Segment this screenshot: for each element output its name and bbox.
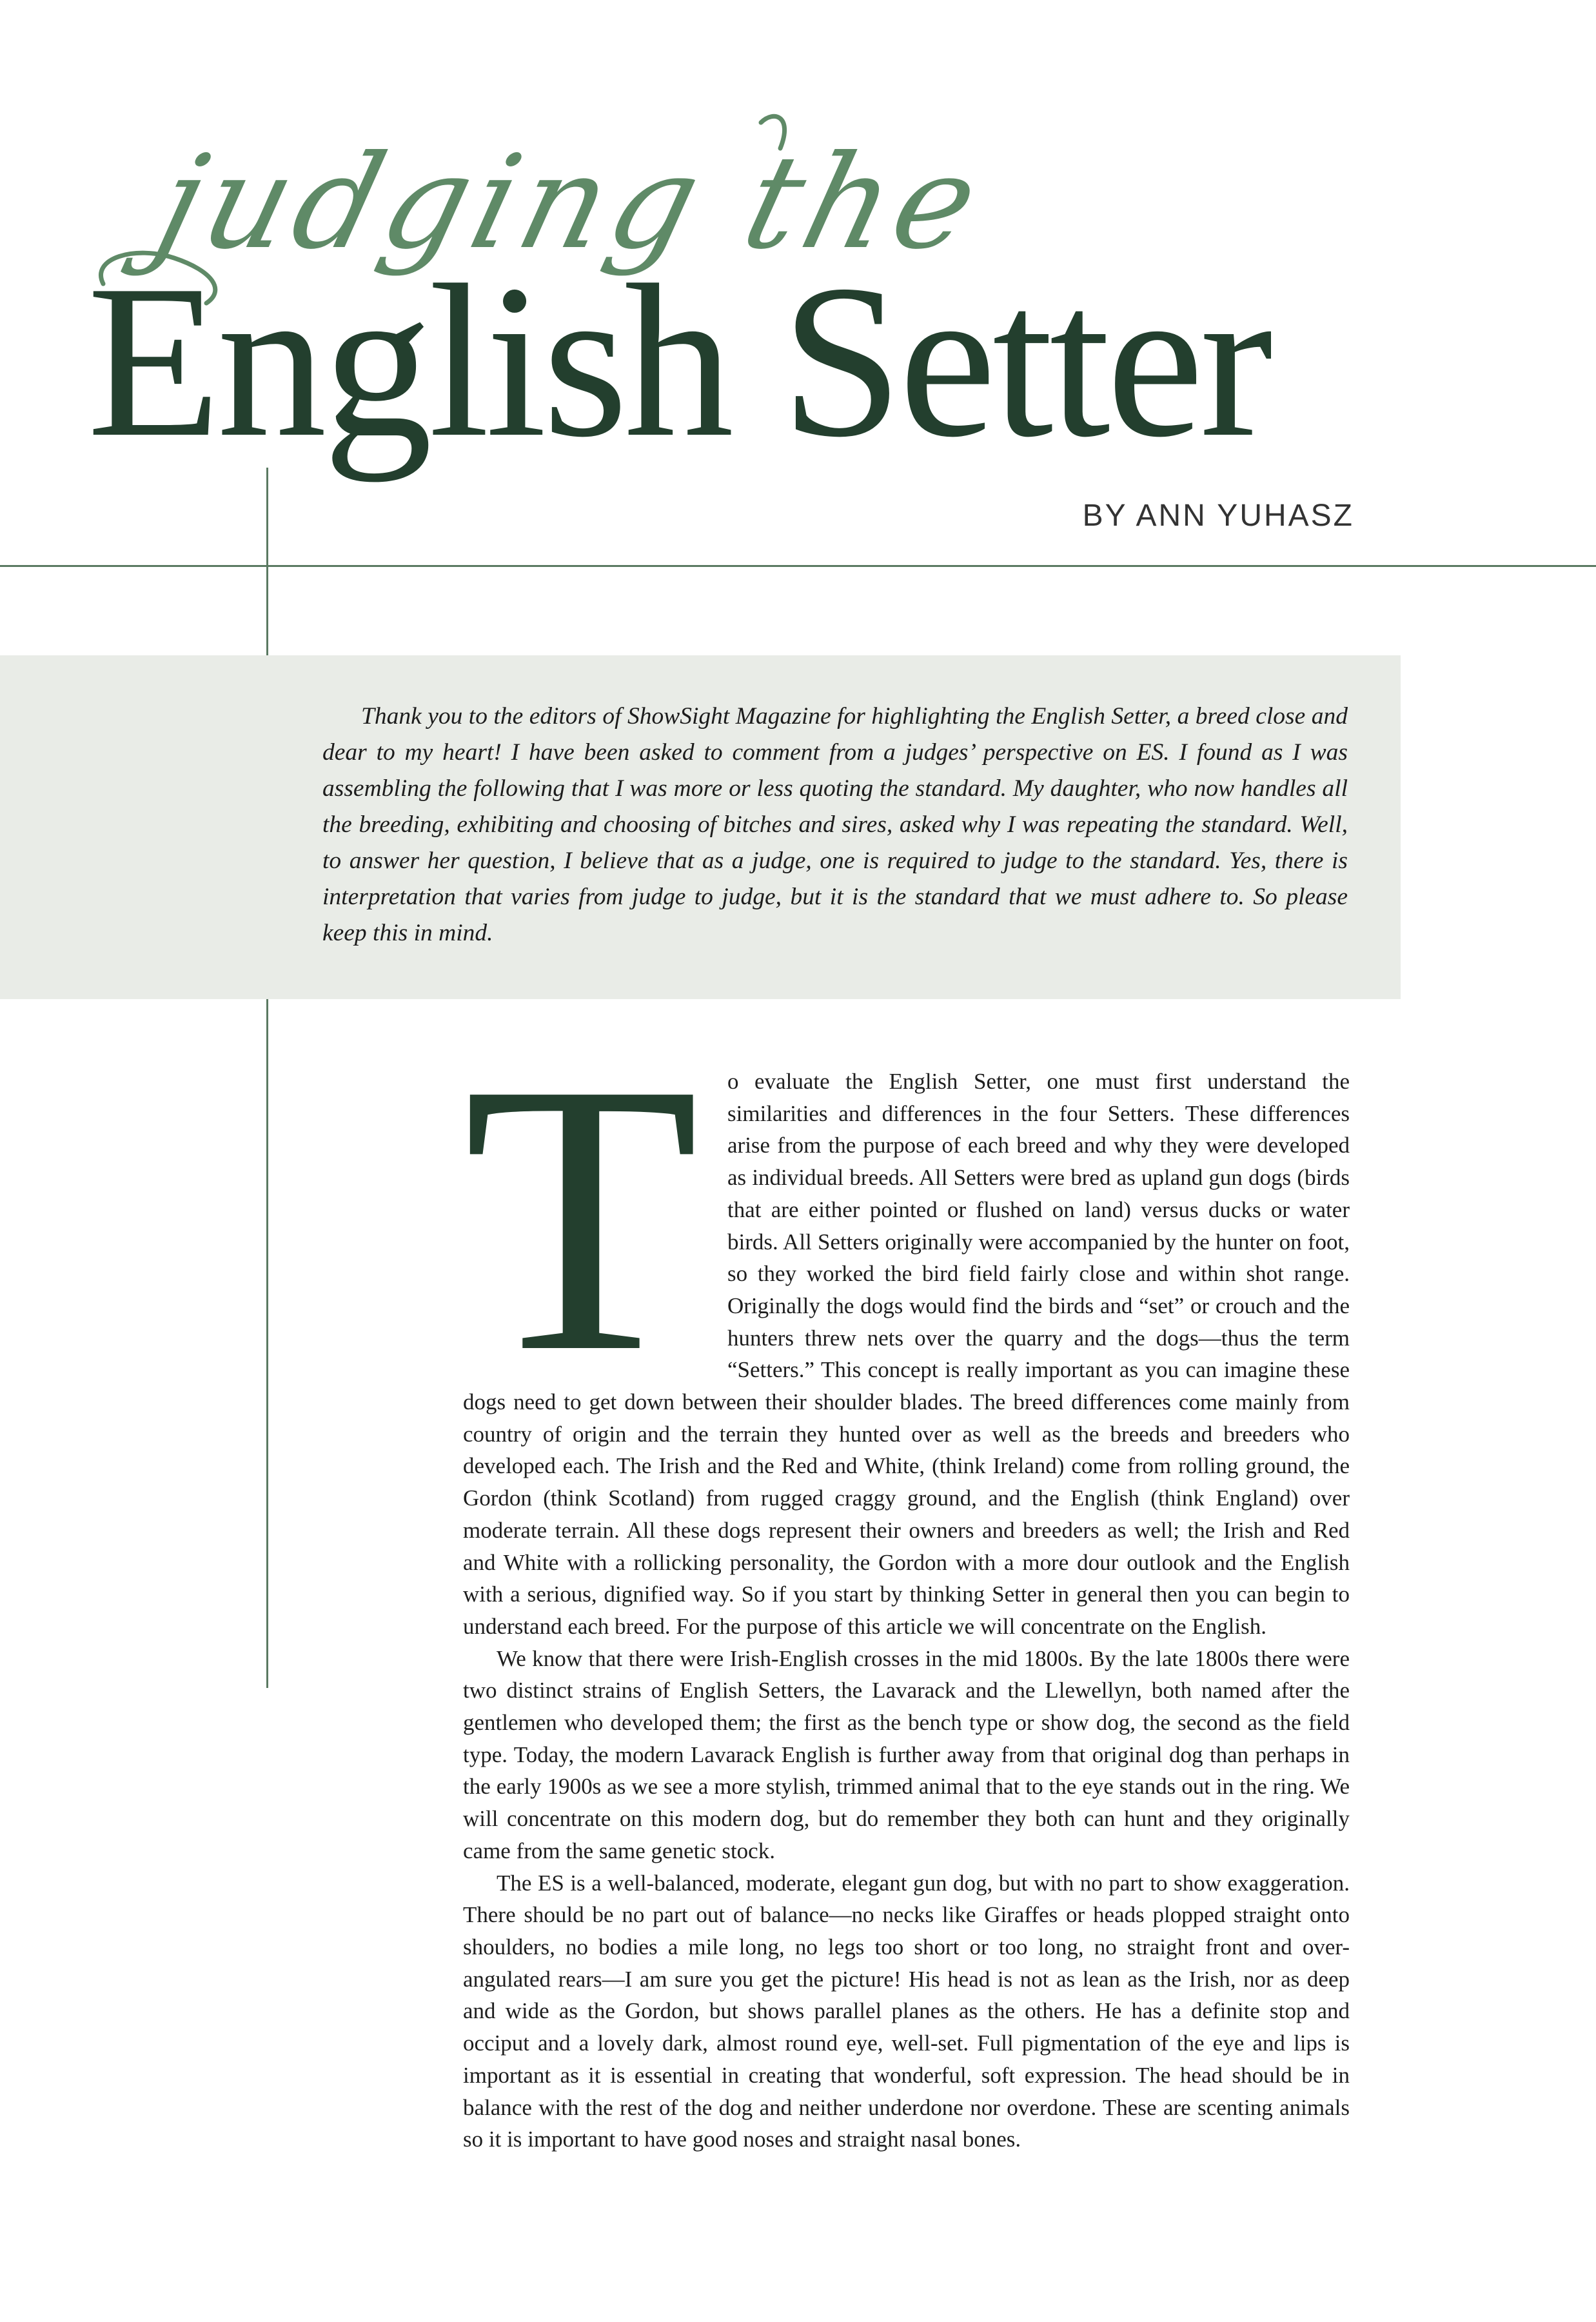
author-byline: BY ANN YUHASZ <box>1082 499 1354 533</box>
script-title: judging the <box>143 128 998 278</box>
drop-cap: T <box>463 1003 700 1432</box>
article-paragraph-1: o evaluate the English Setter, one must first understand the similarities and differences in the four Setters. These differences arise from the purpose of each breed and why they were developed as individual breeds. All Setters were bred as upland gun dogs (birds that are either pointed or flushed on land) versus ducks or water birds. All Setters originally were accompanied by the hunter on foot, so they worked the bird field fairly close and within shot range. Originally the dogs would find the birds and “set” or crouch and the hunters threw nets over the quarry and the dogs—thus the term “Setters.” This concept is really important as you can imagine these dogs need to get down between their shoulder blades. The breed differences come mainly from country of origin and the terrain they hunted over as well as the breeds and breeders who developed each. The Irish and the Red and White, (think Ireland) come from rolling ground, the Gordon (think Scotland) from rugged craggy ground, and the English (think England) over moderate terrain. All these dogs represent their owners and breeders as well; the Irish and Red and White with a rollicking personality, the Gordon with a more dour outlook and the English with a serious, dignified way. So if you start by thinking Setter in general then you can begin to understand each breed. For the purpose of this article we will concentrate on the English. <box>463 1069 1350 1639</box>
vertical-rule <box>266 468 268 1688</box>
article-body <box>463 1003 1350 2156</box>
article-paragraph-3: The ES is a well-balanced, moderate, elegant gun dog, but with no part to show exaggeration. There should be no part out of balance—no necks like Giraffes or heads plopped straight onto shoulders, no bodies a mile long, no legs too short or too long, no straight front and over-angulated rears—I am sure you get the picture! His head is not as lean as the Irish, nor as deep and wide as the Gordon, but shows parallel planes as the others. He has a definite stop and occiput and a lovely dark, almost round eye, well-set. Full pigmentation of the eye and lips is important as it is essential in creating that wonderful, soft expression. The head should be in balance with the rest of the dog and neither underdone nor overdone. These are scenting animals so it is important to have good noses and straight nasal bones. <box>463 1870 1350 2152</box>
article-paragraph-2: We know that there were Irish-English crosses in the mid 1800s. By the late 1800s there were two distinct strains of English Setters, the Lavarack and the Llewellyn, both named after the gentlemen who developed them; the first as the bench type or show dog, the second as the field type. Today, the modern Lavarack English is further away from that original dog than perhaps in the early 1900s as we see a more stylish, trimmed animal that to the eye stands out in the ring. We will concentrate on this modern dog, but do remember they both can hunt and they originally came from the same genetic stock. <box>463 1645 1350 1863</box>
main-title: English Setter <box>87 239 1269 482</box>
horizontal-rule <box>0 565 1596 567</box>
intro-text: Thank you to the editors of ShowSight Magazine for highlighting the English Setter, a breed close and dear to my heart! I have been asked to comment from a judges’ perspective on ES. I found as I was assembling the following that I was more or less quoting the standard. My daughter, who now handles all the breeding, exhibiting and choosing of bitches and sires, asked why I was repeating the standard. Well, to answer her question, I believe that as a judge, one is required to judge to the standard. Yes, there is interpretation that varies from judge to judge, but it is the standard that we must adhere to. So please keep this in mind. <box>322 703 1348 946</box>
